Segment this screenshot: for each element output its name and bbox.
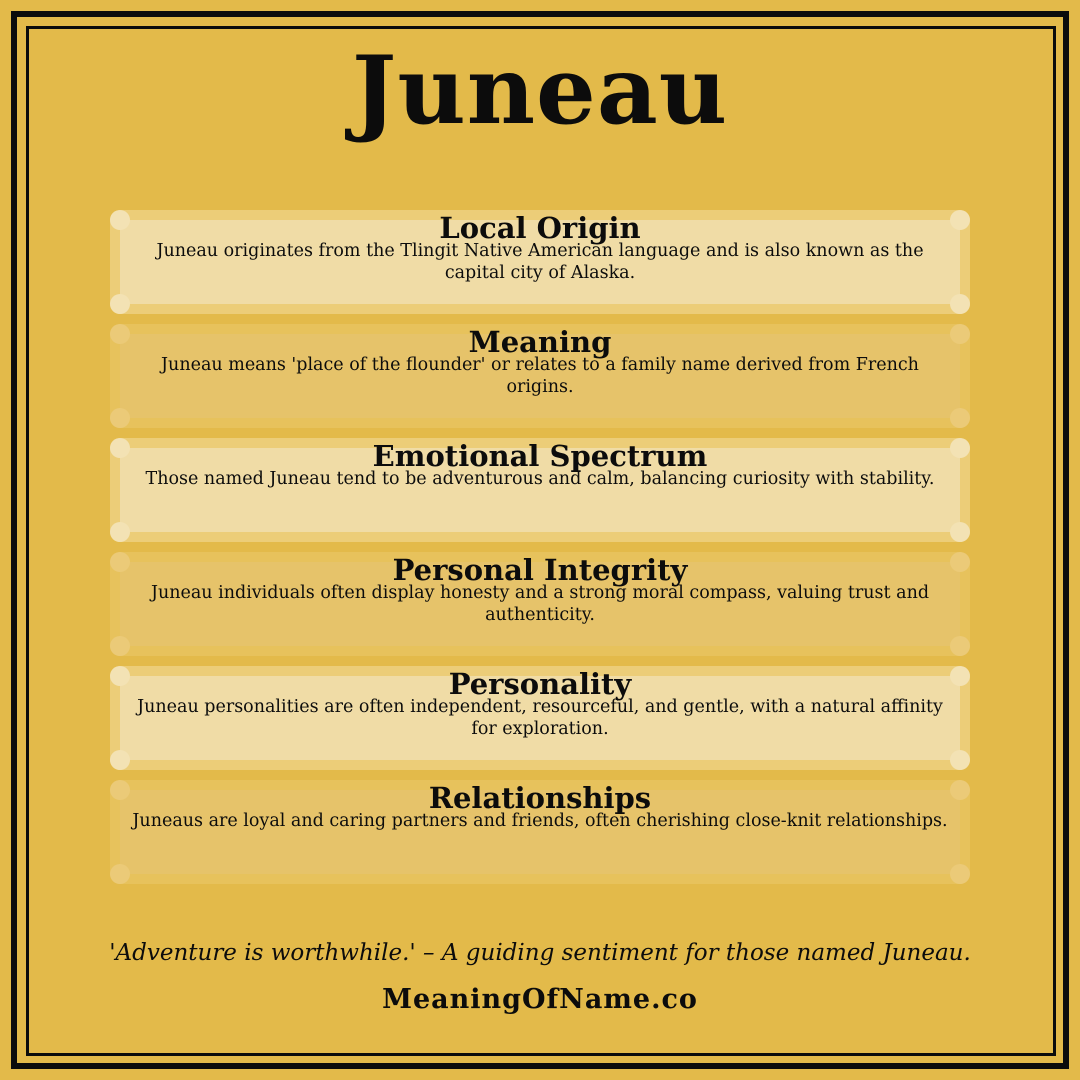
section-text: Juneau individuals often display honesty and a strong moral compass, valuing trust and authenticity.: [150, 583, 930, 625]
section-text: Juneau means 'place of the flounder' or relates to a family name derived from French origins.: [161, 355, 919, 397]
section-card-local-origin: [110, 210, 970, 314]
corner-dot: [110, 636, 130, 656]
section-heading: Emotional Spectrum: [372, 439, 708, 473]
corner-dot: [110, 864, 130, 884]
section-card-meaning: [110, 324, 970, 428]
corner-dot: [110, 750, 130, 770]
section-text: Juneaus are loyal and caring partners and friends, often cherishing close-knit relationships.: [132, 811, 948, 831]
section-text: Juneau personalities are often independent, resourceful, and gentle, with a natural affinity for exploration.: [137, 697, 943, 739]
section-card-personal-integrity: [110, 552, 970, 656]
section-text: Those named Juneau tend to be adventurous and calm, balancing curiosity with stability.: [145, 469, 935, 489]
section-card-personality: [110, 666, 970, 770]
section-card-emotional-spectrum: [110, 438, 970, 542]
corner-dot: [950, 294, 970, 314]
section-card-relationships: [110, 780, 970, 884]
section-heading: Meaning: [468, 325, 612, 359]
site-name: MeaningOfName.co: [382, 984, 698, 1015]
section-text: Juneau originates from the Tlingit Native American language and is also known as the capital city of Alaska.: [156, 241, 924, 283]
section-heading: Local Origin: [439, 211, 641, 245]
section-heading: Relationships: [428, 781, 652, 815]
corner-dot: [950, 864, 970, 884]
section-heading: Personal Integrity: [392, 553, 688, 587]
corner-dot: [950, 408, 970, 428]
corner-dot: [110, 408, 130, 428]
section-heading: Personality: [448, 667, 632, 701]
closing-quote: 'Adventure is worthwhile.' – A guiding sentiment for those named Juneau.: [109, 940, 971, 966]
corner-dot: [950, 522, 970, 542]
corner-dot: [110, 522, 130, 542]
corner-dot: [950, 636, 970, 656]
page-title: Juneau: [351, 36, 729, 146]
corner-dot: [110, 294, 130, 314]
corner-dot: [950, 750, 970, 770]
